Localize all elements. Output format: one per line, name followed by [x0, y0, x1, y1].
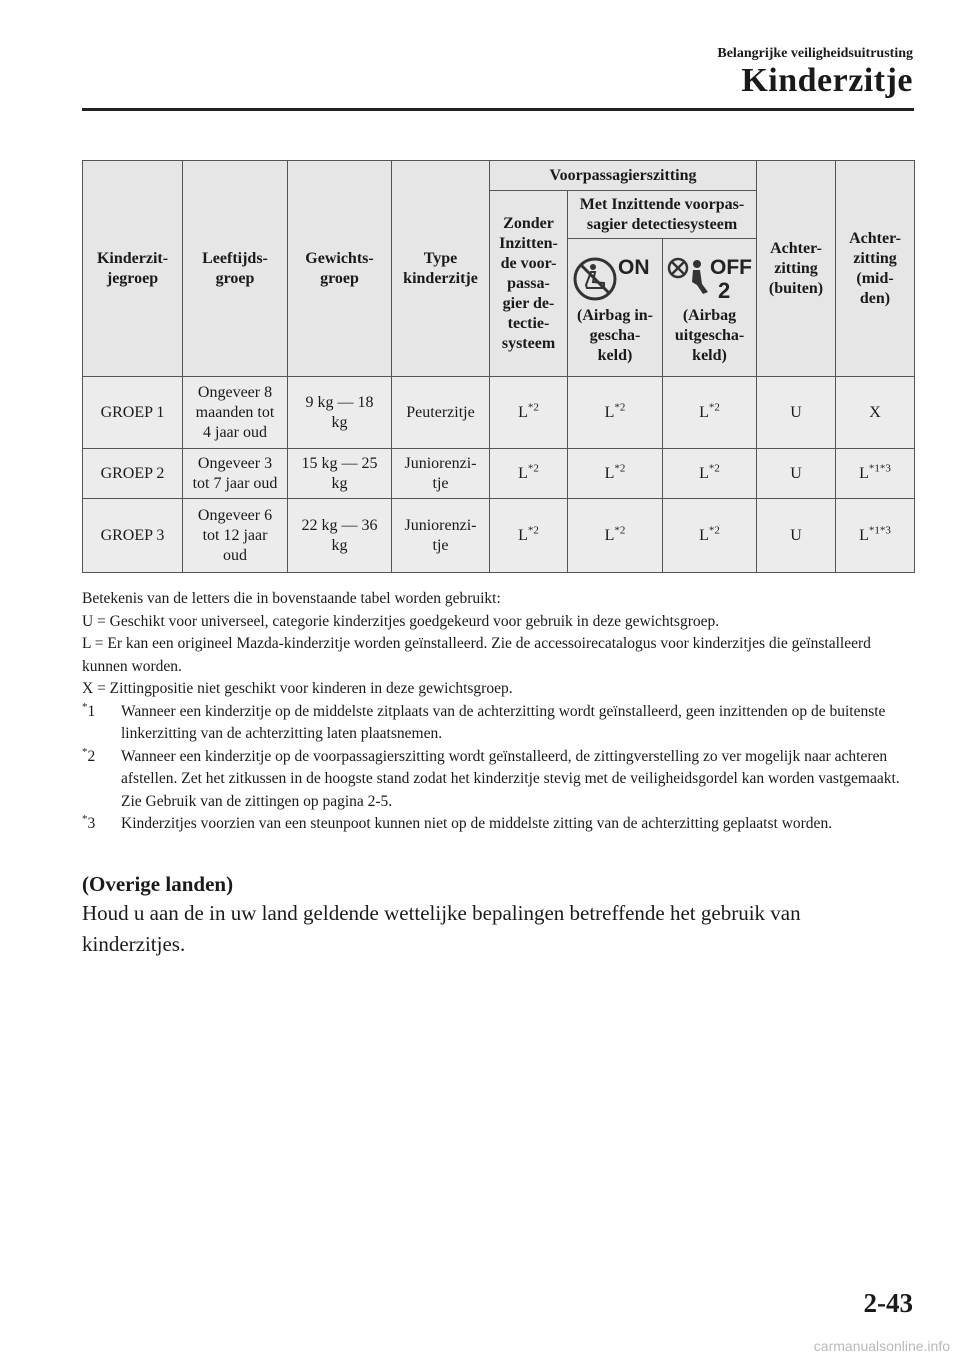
page-title: Kinderzitje: [741, 62, 913, 99]
cell-rear-outer: U: [757, 499, 836, 573]
col-header-type: Type kinderzitje: [392, 161, 490, 377]
col-header-front-seat: Voorpassagierszitting: [490, 161, 757, 191]
cell-rear-middle: $L^{*1*3}$: [836, 449, 915, 499]
watermark: carmanualsonline.info: [813, 1338, 950, 1354]
cell-type: Juniorenzi- tje: [392, 499, 490, 573]
cell-weight: 9 kg ― 18 kg: [288, 377, 392, 449]
cell-airbag-off: $L^{*2}$: [663, 377, 757, 449]
footnote-2: *2 Wanneer een kinderzitje op de voorpassagierszitting wordt geïnstalleerd, de zittingverstelling zo ver mogelijk naar achteren afstellen. Zet het zitkussen in de hoogste stand zodat het kinderzitje stevig met de veiligheidsgordel kan worden vastgemaakt. Zie Gebruik van de zittingen op pagina 2-5.: [82, 745, 900, 810]
cell-airbag-on: $L^{*2}$: [568, 377, 663, 449]
cell-group: GROEP 1: [83, 377, 183, 449]
footnote-3-mark: *3: [82, 812, 96, 832]
cell-airbag-on: $L^{*2}$: [568, 499, 663, 573]
other-countries-text: Houd u aan de in uw land geldende wettelijke bepalingen betreffende het gebruik van kinderzitjes.: [82, 901, 801, 956]
cell-rear-middle: X: [836, 377, 915, 449]
col-header-airbag-on: ON (Airbag in- gescha- keld): [568, 239, 663, 377]
cell-front-without: $L^{*2}$: [490, 499, 568, 573]
header-rule: [82, 108, 914, 111]
col-header-front-without-detection: Zonder Inzitten- de voor- passa- gier de- tectie- systeem: [490, 191, 568, 377]
table-legend: [82, 588, 914, 836]
legend-u: U = Geschikt voor universeel, categorie kinderzitjes goedgekeurd voor gebruik in deze gewichtsgroep.: [82, 612, 720, 630]
col-header-age: Leeftijds- groep: [183, 161, 288, 377]
cell-age: Ongeveer 8 maanden tot 4 jaar oud: [183, 377, 288, 449]
airbag-on-icon: [571, 252, 659, 302]
cell-airbag-on: $L^{*2}$: [568, 449, 663, 499]
col-header-front-with-detection: Met Inzittende voorpas- sagier detectiesysteem: [568, 191, 757, 239]
cell-front-without: $L^{*2}$: [490, 377, 568, 449]
airbag-off-icon: [666, 252, 754, 302]
child-seat-table: [82, 160, 915, 573]
cell-airbag-off: $L^{*2}$: [663, 449, 757, 499]
cell-age: Ongeveer 6 tot 12 jaar oud: [183, 499, 288, 573]
cell-type: Juniorenzi- tje: [392, 449, 490, 499]
cell-type: Peuterzitje: [392, 377, 490, 449]
col-header-rear-outer: Achter- zitting (buiten): [757, 161, 836, 377]
cell-weight: 15 kg ― 25 kg: [288, 449, 392, 499]
table-row: [83, 499, 915, 573]
section-header: Belangrijke veiligheidsuitrusting: [717, 46, 913, 61]
footnote-1-mark: *1: [82, 700, 96, 720]
other-countries-heading: (Overige landen): [82, 872, 234, 896]
footnote-3: *3 Kinderzitjes voorzien van een steunpoot kunnen niet op de middelste zitting van de achterzitting geplaatst worden.: [82, 813, 914, 836]
legend-l: L = Er kan een origineel Mazda-kinderzitje worden geïnstalleerd. Zie de accessoirecatalogus voor kinderzitjes die geïnstalleerd kunnen worden.: [82, 635, 871, 675]
legend-intro: Betekenis van de letters die in bovenstaande tabel worden gebruikt:: [82, 590, 501, 607]
col-header-weight: Gewichts- groep: [288, 161, 392, 377]
col-header-rear-middle: Achter- zitting (mid- den): [836, 161, 915, 377]
cell-rear-middle: $L^{*1*3}$: [836, 499, 915, 573]
cell-group: GROEP 3: [83, 499, 183, 573]
cell-age: Ongeveer 3 tot 7 jaar oud: [183, 449, 288, 499]
svg-text:2: 2: [718, 277, 731, 302]
col-header-airbag-off: OFF 2 (Airbag uitgescha- keld): [663, 239, 757, 377]
page-number: 2-43: [863, 1288, 913, 1318]
svg-text:ON: ON: [618, 255, 650, 279]
cell-rear-outer: U: [757, 449, 836, 499]
cell-rear-outer: U: [757, 377, 836, 449]
footnote-1: *1 Wanneer een kinderzitje op de middelste zitplaats van de achterzitting wordt geïnstalleerd, geen inzittenden op de buitenste linkerzitting van de achterzitting laten plaatsnemen.: [82, 700, 886, 742]
col-header-group: Kinderzit- jegroep: [83, 161, 183, 377]
cell-front-without: $L^{*2}$: [490, 449, 568, 499]
cell-airbag-off: $L^{*2}$: [663, 499, 757, 573]
svg-text:OFF: OFF: [710, 255, 752, 279]
cell-group: GROEP 2: [83, 449, 183, 499]
cell-weight: 22 kg ― 36 kg: [288, 499, 392, 573]
footnote-2-mark: *2: [82, 745, 96, 765]
table-row: [83, 449, 915, 499]
table-row: [83, 377, 915, 449]
legend-x: X = Zittingpositie niet geschikt voor kinderen in deze gewichtsgroep.: [82, 680, 513, 697]
footnote-2-page-ref: Zie Gebruik van de zittingen op pagina 2-5.: [121, 792, 393, 810]
